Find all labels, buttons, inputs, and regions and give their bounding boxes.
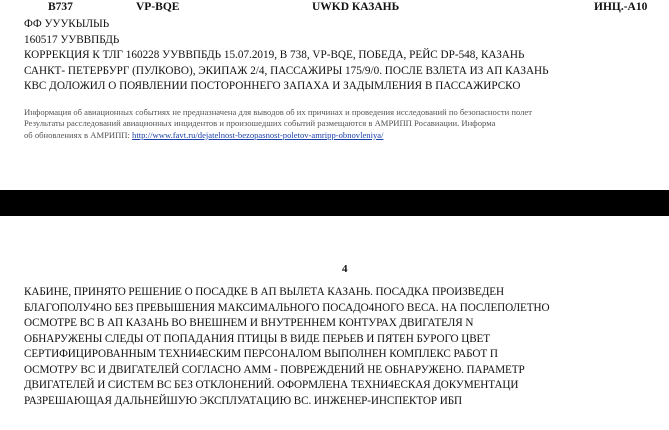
disclaimer-line	[24, 130, 532, 141]
continuation-line: РАЗРЕШАЮЩАЯ ДАЛЬНЕЙШУЮ ЭКСПЛУАТАЦИЮ ВС. ИНЖЕНЕР-ИНСПЕКТОР ИБП	[24, 394, 462, 407]
continuation-line: ОБНАРУЖЕНЫ СЛЕДЫ ОТ ПОПАДАНИЯ ПТИЦЫ В ВИДЕ ПЕРЬЕВ И ПЯТЕН БУРОГО ЦВЕТ	[24, 332, 491, 345]
page-number: 4	[342, 263, 348, 275]
message-line: КВС ДОЛОЖИЛ О ПОЯВЛЕНИИ ПОСТОРОННЕГО ЗАПАХА И ЗАДЫМЛЕНИЯ В ПАССАЖИРСКО	[24, 80, 521, 92]
message-line: КОРРЕКЦИЯ К ТЛГ 160228 УУВВПБДЬ 15.07.2019, В 738, VP-BQE, ПОБЕДА, РЕЙС DP-548, КАЗАНЬ	[24, 49, 525, 61]
continuation-line: СЕРТИФИЦИРОВАННЫМ ТЕХНИ4ЕСКИМ ПЕРСОНАЛОМ ВЫПОЛНЕН КОМПЛЕКС РАБОТ П	[24, 348, 498, 360]
aircraft-registration: VP-BQE	[136, 1, 180, 13]
continuation-line: ОСМОТРУ ВС И ДВИГАТЕЛЕЙ СОГЛАСНО АММ - ПОВРЕЖДЕНИЙ НЕ ОБНАРУЖЕНО. ПАРАМЕТР	[24, 363, 525, 376]
message-line: 160517 УУВВПБДЬ	[24, 33, 120, 46]
report-header	[0, 1, 669, 17]
continuation-line: ОСМОТРЕ ВС В АП КАЗАНЬ ВО ВНЕШНЕМ И ВНУТРЕННЕМ КОНТУРАХ ДВИГАТЕЛЯ N	[24, 317, 474, 329]
station-name: UWKD КАЗАНЬ	[312, 1, 400, 13]
disclaimer-prefix: об обновлениях в АМРИПП:	[24, 129, 133, 140]
incident-code: ИНЦ.-А10	[594, 1, 648, 13]
message-line: ФФ УУУКЫЛЫЬ	[24, 18, 110, 30]
disclaimer-line: Информация об авиационных событиях не предназначена для выводов об их причинах и проведения исследований по безопасности полет	[24, 107, 532, 117]
page-break-band	[0, 190, 669, 216]
telegram-message	[24, 17, 549, 95]
continuation-line: ДВИГАТЕЛЕЙ И СИСТЕМ ВС БЕЗ ОТКЛОНЕНИЙ. ОФОРМЛЕНА ТЕХНИ4ЕСКАЯ ДОКУМЕНТАЦИ	[24, 379, 519, 391]
aircraft-type: B737	[48, 1, 73, 13]
amripp-link[interactable]: http://www.favt.ru/dejatelnost-bezopasnost-poletov-amripp-obnovleniya/	[132, 129, 384, 140]
continuation-line: БЛАГОПОЛУ4НО БЕЗ ПРЕВЫШЕНИЯ МАКСИМАЛЬНОГО ПОСАДО4НОГО ВЕСА. НА ПОСЛЕПОЛЕТНО	[24, 301, 550, 314]
continuation-text	[24, 285, 550, 409]
disclaimer-block	[24, 107, 532, 141]
disclaimer-line: Результаты расследований авиационных инцидентов и произошедших событий размещаются в АМРИПП Росавиации. Информа	[24, 118, 496, 129]
message-line: САНКТ- ПЕТЕРБУРГ (ПУЛКОВО), ЭКИПАЖ 2/4, ПАССАЖИРЫ 175/9/0. ПОСЛЕ ВЗЛЕТА ИЗ АП КАЗАНЬ	[24, 64, 549, 77]
continuation-line: КАБИНЕ, ПРИНЯТО РЕШЕНИЕ О ПОСАДКЕ В АП ВЫЛЕТА КАЗАНЬ. ПОСАДКА ПРОИЗВЕДЕН	[24, 286, 505, 298]
